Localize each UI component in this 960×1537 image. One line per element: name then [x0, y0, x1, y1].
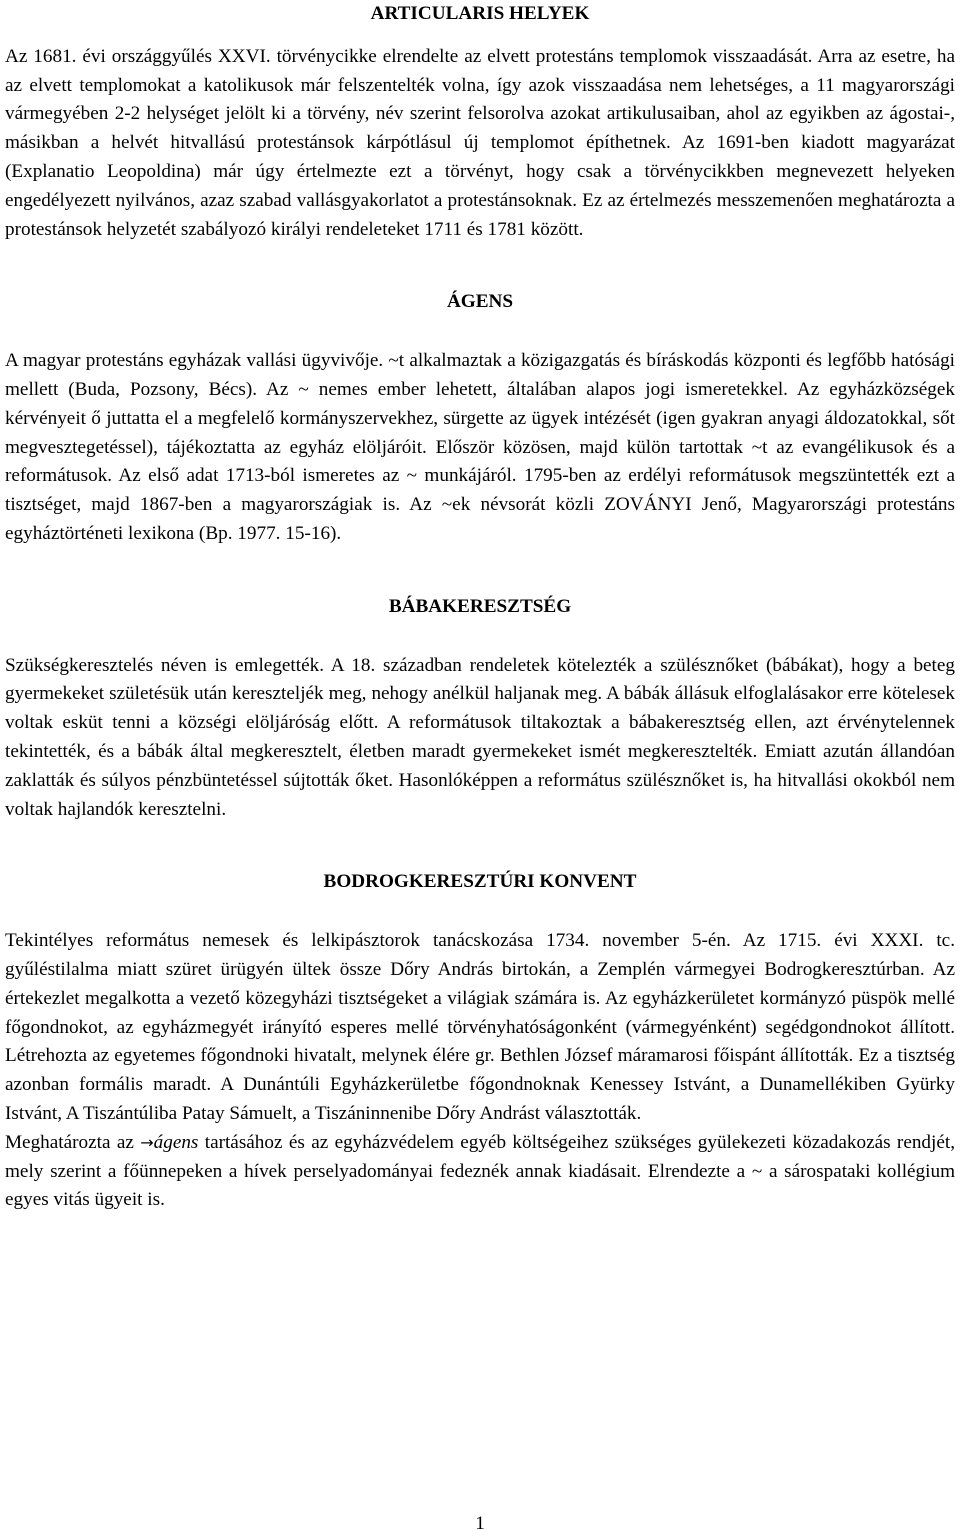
document-page: [5, 0, 955, 1215]
spacer: [5, 549, 955, 593]
section-title-agens: ÁGENS: [446, 291, 514, 313]
spacer: [5, 622, 955, 652]
paragraph-bodrogkereszturi-konvent-2: [5, 1129, 955, 1215]
spacer: [5, 897, 955, 927]
paragraph-text-after: tartásához és az egyházvédelem egyéb költségeihez szükséges gyülekezeti közadakozás rendjét, mely szerint a főünnepeken a hívek perselyadományai fedeznék annak kiadásait. Elrendezte a ~ a sárospataki kollégium egyes vitás ügyeit is.: [5, 1131, 955, 1211]
paragraph-agens: A magyar protestáns egyházak vallási ügyvivője. ~t alkalmaztak a közigazgatás és bíráskodás központi és legfőbb hatósági mellett (Buda, Pozsony, Bécs). Az ~ nemes ember lehetett, általában alapos jogi ismeretekkel. Az egyházközségek kérvényeit ő juttatta el a megfelelő kormányszervekhez, sürgette az ügyek intézését (igen gyakran anyagi áldozatokkal, sőt megvesztegetéssel), tájékoztatta az egyház elöljáróit. Először közösen, majd külön tartottak ~t az evangélikusok és a reformátusok. Az első adat 1713-ból ismeretes az ~ munkájáról. 1795-ben az erdélyi reformátusok megszüntették ezt a tisztséget, majd 1867-ben a magyarországiak is. Az ~ek névsorát közli ZOVÁNYI Jenő, Magyarországi protestáns egyháztörténeti lexikona (Bp. 1977. 15-16).: [5, 350, 955, 544]
paragraph-text-before: Meghatározta az: [5, 1131, 141, 1153]
spacer: [5, 317, 955, 347]
arrow-right-icon: →: [140, 1132, 154, 1152]
section-title-articularis-helyek: ARTICULARIS HELYEK: [370, 3, 590, 24]
paragraph-babakeresztseg: Szükségkeresztelés néven is emlegették. A 18. században rendeletek kötelezték a szülésznőket (bábákat), hogy a beteg gyermekeket születésük után kereszteljék meg, nehogy anélkül haljanak meg. A bábák állásuk elfoglalásakor erre kötelesek voltak esküt tenni a községi elöljáróság előtt. A reformátusok tiltakoztak a bábakeresztség ellen, azt érvénytelennek tekintették, és a bábák által megkeresztelt, életben maradt gyermekeket ismét megkeresztelték. Emiatt azután állandóan zaklatták és súlyos pénzbüntetéssel sújtották őket. Hasonlóképpen a református szülésznőket is, ha hitvallási okokból nem voltak hajlandók keresztelni.: [5, 654, 955, 820]
spacer: [5, 244, 955, 288]
page-number: 1: [475, 1513, 485, 1534]
paragraph-articularis-helyek: Az 1681. évi országgyűlés XXVI. törvénycikke elrendelte az elvett protestáns templomok visszaadását. Arra az esetre, ha az elvett templomokat a katolikusok már felszentelték volna, így azok visszaadása nem lehetséges, a 11 magyarországi vármegyében 2-2 helységet jelölt ki a törvény, név szerint felsorolva azokat artikulusaiban, ahol az egyikben az ágostai-, másikban a helvét hitvallású protestánsok kárpótlásul új templomot építhetnek. Az 1691-ben kiadott magyarázat (Explanatio Leopoldina) már úgy értelmezte ezt a törvényt, hogy csak a törvénycikkben megnevezett helyeken engedélyezett nyilvános, azaz szabad vallásgyakorlatot a protestánsoknak. Ez az értelmezés messzemenően meghatározta a protestánsok helyzetét szabályozó királyi rendeleteket 1711 és 1781 között.: [5, 45, 955, 240]
spacer: [5, 29, 955, 43]
cross-reference-link[interactable]: ágens: [153, 1131, 199, 1153]
section-title-babakeresztseg: BÁBAKERESZTSÉG: [388, 595, 572, 617]
paragraph-bodrogkereszturi-konvent: Tekintélyes református nemesek és lelkipásztorok tanácskozása 1734. november 5-én. Az 1715. évi XXXI. tc. gyűléstilalma miatt szüret ürügyén ültek össze Dőry András birtokán, a Zemplén vármegyei Bodrogkeresztúrban. Az értekezlet megalkotta a vezető közegyházi tisztségeket a világiak számára is. Az egyházkerületet kormányzó püspök mellé főgondnokot, az egyházmegyét irányító esperes mellé törvényhatóságonként (vármegyénként) segédgondnokot állított. Létrehozta az egyetemes főgondnoki hivatalt, melynek élére gr. Bethlen József máramarosi főispánt állították. Ez a tisztség azonban formális maradt. A Dunántúli Egyházkerületbe főgondnoknak Kenessey Istvánt, a Dunamellékiben Gyürky Istvánt, A Tiszántúliba Patay Sámuelt, a Tiszáninnenibe Dőry Andrást választották.: [5, 930, 955, 1124]
spacer: [5, 824, 955, 868]
section-title-bodrogkereszturi-konvent: BODROGKERESZTÚRI KONVENT: [323, 871, 637, 893]
